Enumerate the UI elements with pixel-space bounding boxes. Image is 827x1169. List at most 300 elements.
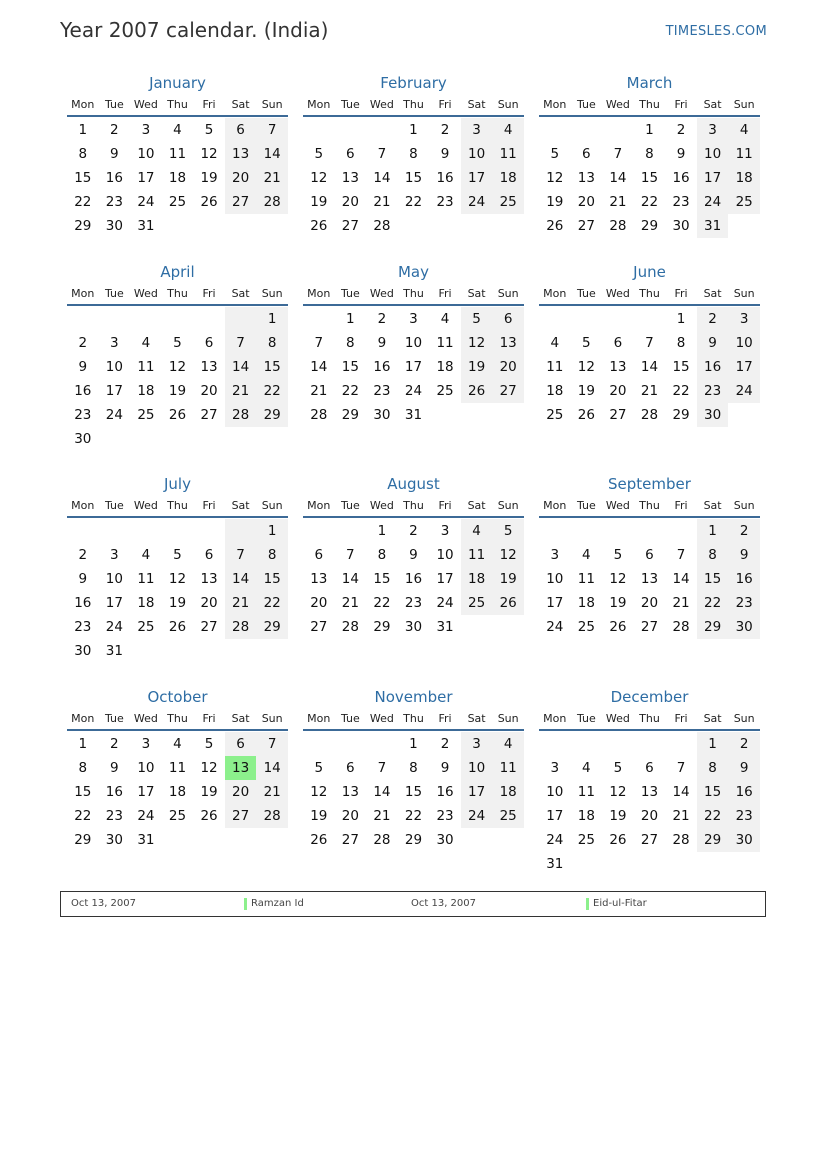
calendar-day: 25: [168, 194, 187, 210]
weekday-header: [303, 708, 524, 731]
weekday-label: Sun: [497, 499, 519, 512]
empty-day-cell: [492, 828, 524, 852]
calendar-day: 14: [640, 359, 659, 375]
calendar-day: 19: [492, 567, 524, 591]
day-grid: [539, 118, 760, 238]
empty-day-cell: [225, 427, 257, 451]
day-grid: [67, 732, 288, 852]
calendar-day: 3: [461, 732, 493, 756]
calendar-day: 8: [78, 760, 88, 776]
calendar-day: 12: [168, 359, 187, 375]
weekday-label: Fri: [202, 499, 216, 512]
calendar-day: 28: [373, 832, 391, 848]
calendar-day: 24: [137, 194, 155, 210]
calendar-day: 16: [436, 784, 454, 800]
weekday-label: Mon: [543, 499, 567, 512]
weekday-label: Mon: [307, 712, 331, 725]
month-september: [539, 473, 760, 639]
calendar-day: 14: [225, 567, 257, 591]
calendar-day: 21: [310, 383, 328, 399]
weekday-label: Sun: [497, 287, 519, 300]
calendar-day: 25: [577, 832, 595, 848]
calendar-day: 10: [137, 760, 155, 776]
calendar-day: 24: [697, 190, 729, 214]
day-grid: [539, 519, 760, 639]
weekday-header: [303, 495, 524, 518]
calendar-day: 5: [173, 547, 182, 563]
calendar-day: 20: [492, 355, 524, 379]
weekday-label: Sat: [467, 287, 486, 300]
weekday-label: Thu: [167, 98, 188, 111]
calendar-day: 6: [645, 547, 654, 563]
calendar-day: 13: [200, 571, 218, 587]
calendar-day: 9: [110, 146, 119, 162]
weekday-label: Wed: [133, 712, 158, 725]
calendar-day: 8: [409, 146, 418, 162]
calendar-day: 30: [728, 615, 760, 639]
calendar-day: 4: [141, 335, 151, 351]
calendar-day: 3: [141, 122, 151, 138]
calendar-day: 23: [74, 619, 92, 635]
calendar-day: 20: [640, 595, 659, 611]
calendar-day: 5: [204, 122, 214, 138]
empty-day-cell: [67, 307, 99, 331]
calendar-day: 23: [373, 383, 391, 399]
calendar-day: 14: [672, 784, 690, 800]
calendar-day: 23: [436, 194, 454, 210]
calendar-day: 18: [728, 166, 760, 190]
calendar-day: 3: [141, 736, 151, 752]
calendar-day: 17: [436, 571, 454, 587]
weekday-label: Wed: [605, 98, 630, 111]
calendar-day: 13: [640, 571, 659, 587]
calendar-day: 17: [404, 359, 423, 375]
calendar-day: 29: [697, 615, 729, 639]
empty-day-cell: [728, 403, 760, 427]
weekday-label: Thu: [403, 712, 424, 725]
calendar-day: 18: [168, 784, 187, 800]
calendar-day: 30: [373, 407, 391, 423]
calendar-day: 2: [440, 736, 450, 752]
calendar-day: 3: [461, 118, 493, 142]
empty-day-cell: [602, 732, 634, 756]
calendar-day: 13: [200, 359, 218, 375]
calendar-day: 10: [546, 784, 564, 800]
calendar-day: 1: [645, 122, 654, 138]
empty-day-cell: [67, 519, 99, 543]
empty-day-cell: [162, 307, 194, 331]
calendar-day: 17: [546, 595, 564, 611]
weekday-label: Sat: [231, 712, 250, 725]
calendar-day: 21: [672, 595, 690, 611]
empty-day-cell: [665, 852, 697, 876]
calendar-day: 10: [461, 756, 493, 780]
calendar-day: 10: [697, 142, 729, 166]
weekday-label: Thu: [639, 287, 660, 300]
calendar-day: 1: [256, 519, 288, 543]
calendar-day: 27: [609, 407, 627, 423]
calendar-day: 17: [461, 780, 493, 804]
page-title: Year 2007 calendar. (India): [60, 18, 329, 42]
empty-day-cell: [665, 519, 697, 543]
calendar-day: 3: [110, 547, 119, 563]
month-title: August: [387, 475, 440, 493]
calendar-day: 21: [256, 780, 288, 804]
calendar-day: 4: [728, 118, 760, 142]
calendar-day: 16: [436, 170, 454, 186]
calendar-day: 21: [225, 591, 257, 615]
calendar-day: 25: [461, 591, 493, 615]
weekday-label: Sat: [231, 98, 250, 111]
weekday-label: Tue: [340, 287, 360, 300]
calendar-day: 2: [409, 523, 418, 539]
calendar-day: 27: [341, 218, 359, 234]
empty-day-cell: [634, 307, 666, 331]
calendar-day: 1: [256, 307, 288, 331]
calendar-day: 8: [377, 547, 387, 563]
calendar-day: 3: [550, 547, 560, 563]
calendar-day: 1: [346, 311, 355, 327]
month-title: April: [160, 263, 195, 281]
month-august: [303, 473, 524, 639]
calendar-day: 19: [200, 784, 218, 800]
weekday-label: Sun: [733, 287, 755, 300]
calendar-day: 21: [225, 379, 257, 403]
calendar-day: 20: [640, 808, 659, 824]
calendar-day: 1: [78, 122, 88, 138]
calendar-day: 8: [697, 756, 729, 780]
empty-day-cell: [429, 214, 461, 238]
calendar-day: 14: [256, 142, 288, 166]
calendar-day: 2: [377, 311, 387, 327]
calendar-day: 8: [256, 331, 288, 355]
weekday-label: Thu: [639, 712, 660, 725]
calendar-day: 26: [168, 619, 187, 635]
calendar-day: 14: [310, 359, 328, 375]
legend-date: Oct 13, 2007: [411, 898, 476, 909]
weekday-label: Mon: [543, 712, 567, 725]
calendar-day: 23: [672, 194, 690, 210]
weekday-label: Thu: [403, 499, 424, 512]
calendar-day: 9: [676, 146, 686, 162]
calendar-day: 13: [225, 142, 257, 166]
empty-day-cell: [571, 732, 603, 756]
calendar-day: 27: [492, 379, 524, 403]
month-title: March: [626, 74, 673, 92]
weekday-header: [67, 495, 288, 518]
weekday-label: Tue: [340, 98, 360, 111]
weekday-label: Fri: [202, 98, 216, 111]
weekday-label: Tue: [104, 98, 124, 111]
empty-day-cell: [162, 828, 194, 852]
calendar-day: 8: [78, 146, 88, 162]
calendar-day: 19: [168, 383, 187, 399]
calendar-day: 31: [436, 619, 454, 635]
calendar-day: 22: [697, 804, 729, 828]
empty-day-cell: [539, 519, 571, 543]
calendar-day: 24: [546, 832, 564, 848]
calendar-day: 7: [346, 547, 355, 563]
weekday-label: Wed: [133, 98, 158, 111]
calendar-day: 27: [577, 218, 595, 234]
weekday-label: Sun: [733, 499, 755, 512]
calendar-day: 11: [436, 335, 454, 351]
empty-day-cell: [539, 118, 571, 142]
calendar-day: 4: [440, 311, 450, 327]
calendar-day: 30: [74, 643, 92, 659]
empty-day-cell: [539, 307, 571, 331]
calendar-day: 23: [697, 379, 729, 403]
calendar-day: 16: [672, 170, 690, 186]
calendar-day: 3: [440, 523, 450, 539]
weekday-header: [303, 94, 524, 117]
calendar-day: 18: [577, 595, 595, 611]
calendar-day: 6: [314, 547, 324, 563]
empty-day-cell: [602, 852, 634, 876]
empty-day-cell: [193, 519, 225, 543]
month-february: [303, 72, 524, 238]
calendar-day: 19: [577, 383, 595, 399]
calendar-day: 5: [314, 146, 324, 162]
weekday-label: Sun: [733, 98, 755, 111]
calendar-day: 21: [640, 383, 659, 399]
weekday-label: Wed: [133, 287, 158, 300]
empty-day-cell: [130, 519, 162, 543]
calendar-day: 3: [550, 760, 560, 776]
calendar-day: 18: [168, 170, 187, 186]
calendar-day: 24: [461, 804, 493, 828]
empty-day-cell: [130, 639, 162, 663]
empty-day-cell: [461, 615, 493, 639]
calendar-day: 18: [436, 359, 454, 375]
holiday-day: 13: [225, 756, 257, 780]
calendar-day: 25: [168, 808, 187, 824]
calendar-day: 11: [137, 571, 155, 587]
calendar-day: 1: [78, 736, 88, 752]
calendar-day: 9: [728, 756, 760, 780]
calendar-day: 5: [314, 760, 324, 776]
weekday-header: [303, 283, 524, 306]
calendar-day: 19: [461, 355, 493, 379]
empty-day-cell: [665, 732, 697, 756]
calendar-day: 22: [404, 808, 423, 824]
weekday-header: [539, 283, 760, 306]
calendar-day: 26: [609, 619, 627, 635]
calendar-day: 6: [492, 307, 524, 331]
calendar-day: 17: [461, 166, 493, 190]
calendar-day: 19: [546, 194, 564, 210]
calendar-day: 11: [168, 146, 187, 162]
empty-day-cell: [492, 403, 524, 427]
calendar-day: 11: [546, 359, 564, 375]
weekday-label: Tue: [340, 712, 360, 725]
calendar-day: 30: [728, 828, 760, 852]
calendar-day: 14: [373, 784, 391, 800]
month-january: [67, 72, 288, 238]
calendar-day: 20: [225, 780, 257, 804]
month-title: July: [164, 475, 191, 493]
month-november: [303, 686, 524, 852]
calendar-day: 4: [582, 760, 591, 776]
calendar-day: 22: [74, 808, 92, 824]
weekday-label: Tue: [104, 712, 124, 725]
calendar-day: 17: [137, 784, 155, 800]
calendar-day: 23: [728, 591, 760, 615]
weekday-label: Sat: [231, 287, 250, 300]
calendar-day: 1: [697, 519, 729, 543]
empty-day-cell: [193, 639, 225, 663]
calendar-day: 25: [492, 804, 524, 828]
calendar-day: 6: [225, 732, 257, 756]
calendar-day: 22: [256, 379, 288, 403]
calendar-day: 18: [137, 595, 155, 611]
calendar-day: 22: [256, 591, 288, 615]
calendar-day: 5: [550, 146, 560, 162]
calendar-day: 10: [546, 571, 564, 587]
weekday-header: [539, 708, 760, 731]
weekday-label: Wed: [369, 287, 394, 300]
calendar-day: 6: [645, 760, 654, 776]
empty-day-cell: [193, 828, 225, 852]
calendar-day: 22: [74, 194, 92, 210]
empty-day-cell: [193, 214, 225, 238]
calendar-day: 31: [137, 218, 155, 234]
month-june: [539, 261, 760, 427]
calendar-day: 9: [409, 547, 418, 563]
calendar-day: 22: [341, 383, 359, 399]
calendar-day: 11: [492, 142, 524, 166]
weekday-label: Sat: [231, 499, 250, 512]
calendar-day: 17: [697, 166, 729, 190]
calendar-day: 14: [225, 355, 257, 379]
calendar-day: 6: [582, 146, 591, 162]
calendar-day: 30: [697, 403, 729, 427]
weekday-label: Sun: [497, 98, 519, 111]
calendar-day: 12: [461, 331, 493, 355]
calendar-day: 10: [105, 359, 123, 375]
calendar-day: 8: [645, 146, 654, 162]
empty-day-cell: [335, 519, 367, 543]
calendar-day: 21: [609, 194, 627, 210]
calendar-day: 3: [110, 335, 119, 351]
month-title: December: [610, 688, 689, 706]
calendar-day: 10: [728, 331, 760, 355]
weekday-header: [539, 495, 760, 518]
calendar-day: 25: [137, 619, 155, 635]
day-grid: [303, 118, 524, 238]
empty-day-cell: [303, 519, 335, 543]
calendar-day: 28: [225, 403, 257, 427]
calendar-day: 24: [105, 407, 123, 423]
calendar-day: 6: [613, 335, 623, 351]
calendar-day: 25: [546, 407, 564, 423]
calendar-day: 29: [74, 832, 92, 848]
calendar-day: 26: [577, 407, 595, 423]
calendar-day: 5: [173, 335, 182, 351]
calendar-day: 29: [404, 832, 423, 848]
month-october: [67, 686, 288, 852]
weekday-label: Wed: [133, 499, 158, 512]
calendar-day: 24: [137, 808, 155, 824]
empty-day-cell: [256, 828, 288, 852]
calendar-day: 3: [728, 307, 760, 331]
calendar-day: 29: [341, 407, 359, 423]
weekday-label: Wed: [369, 499, 394, 512]
calendar-day: 10: [404, 335, 423, 351]
calendar-day: 18: [546, 383, 564, 399]
calendar-day: 15: [256, 355, 288, 379]
calendar-day: 29: [256, 403, 288, 427]
empty-day-cell: [602, 118, 634, 142]
weekday-label: Fri: [438, 98, 452, 111]
calendar-day: 18: [461, 567, 493, 591]
calendar-day: 26: [609, 832, 627, 848]
weekday-header: [67, 94, 288, 117]
calendar-day: 2: [697, 307, 729, 331]
calendar-day: 14: [672, 571, 690, 587]
calendar-day: 28: [672, 832, 690, 848]
calendar-day: 18: [492, 166, 524, 190]
calendar-day: 13: [492, 331, 524, 355]
empty-day-cell: [225, 307, 257, 331]
calendar-day: 20: [310, 595, 328, 611]
weekday-label: Mon: [307, 98, 331, 111]
calendar-day: 20: [341, 194, 359, 210]
calendar-day: 28: [640, 407, 659, 423]
calendar-day: 14: [609, 170, 627, 186]
weekday-label: Thu: [403, 287, 424, 300]
empty-day-cell: [571, 118, 603, 142]
empty-day-cell: [130, 307, 162, 331]
calendar-day: 4: [550, 335, 560, 351]
calendar-day: 26: [461, 379, 493, 403]
calendar-day: 7: [377, 760, 387, 776]
calendar-day: 16: [105, 784, 123, 800]
calendar-day: 17: [546, 808, 564, 824]
weekday-label: Fri: [674, 287, 688, 300]
calendar-day: 4: [173, 736, 182, 752]
empty-day-cell: [162, 639, 194, 663]
empty-day-cell: [728, 214, 760, 238]
weekday-label: Tue: [576, 499, 596, 512]
calendar-day: 28: [256, 190, 288, 214]
calendar-day: 26: [546, 218, 564, 234]
empty-day-cell: [602, 307, 634, 331]
calendar-day: 19: [168, 595, 187, 611]
weekday-label: Tue: [104, 287, 124, 300]
calendar-day: 13: [310, 571, 328, 587]
calendar-day: 28: [609, 218, 627, 234]
calendar-day: 22: [404, 194, 423, 210]
calendar-day: 16: [105, 170, 123, 186]
calendar-day: 12: [609, 571, 627, 587]
calendar-day: 5: [613, 547, 623, 563]
weekday-label: Tue: [576, 712, 596, 725]
calendar-day: 5: [582, 335, 591, 351]
empty-day-cell: [335, 118, 367, 142]
brand-link[interactable]: TIMESLES.COM: [665, 24, 767, 39]
weekday-label: Mon: [71, 499, 95, 512]
calendar-day: 26: [310, 218, 328, 234]
calendar-day: 15: [74, 784, 92, 800]
calendar-day: 23: [74, 407, 92, 423]
empty-day-cell: [303, 307, 335, 331]
legend-date: Oct 13, 2007: [71, 898, 136, 909]
calendar-day: 9: [78, 359, 88, 375]
calendar-day: 14: [341, 571, 359, 587]
calendar-day: 16: [74, 595, 92, 611]
empty-day-cell: [256, 427, 288, 451]
